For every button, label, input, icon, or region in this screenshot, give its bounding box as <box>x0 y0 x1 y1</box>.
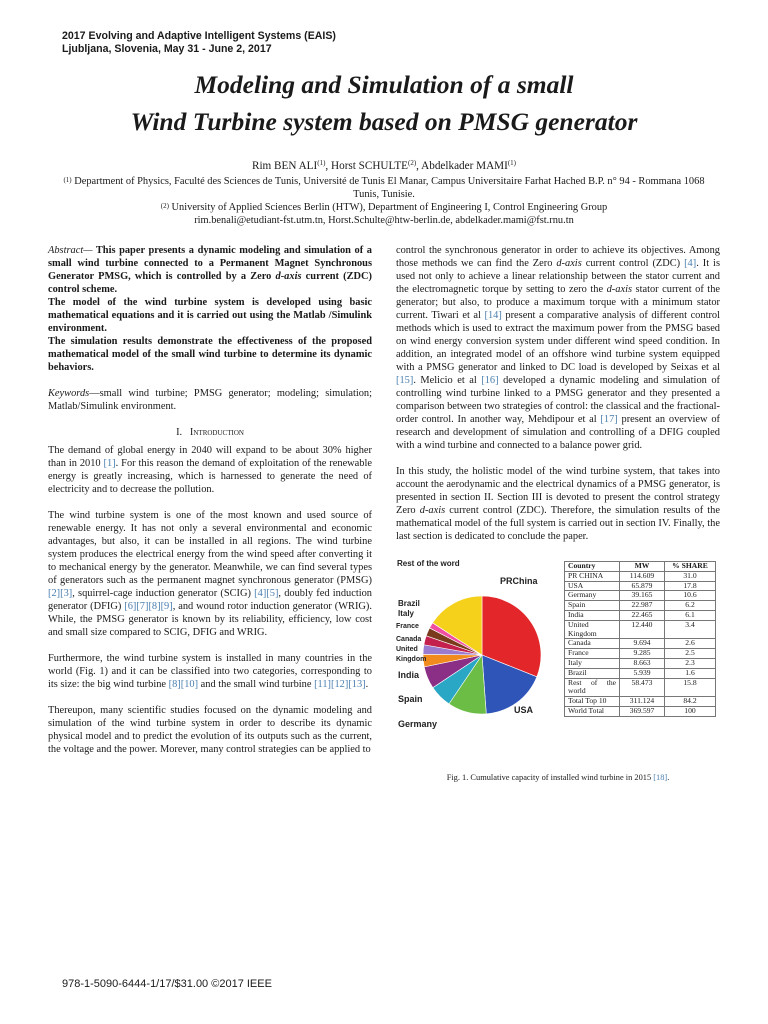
affiliation-1 <box>60 175 708 201</box>
table-cell: 31.0 <box>665 571 716 581</box>
table-cell: 2.6 <box>665 639 716 649</box>
citation-link[interactable]: [18] <box>653 773 668 782</box>
table-cell: 22.987 <box>620 601 665 611</box>
abstract-italic: d-axis <box>275 271 302 282</box>
citation-link[interactable]: [8][10] <box>168 679 199 690</box>
text: . <box>365 679 369 690</box>
affiliation-2 <box>60 201 708 214</box>
citation-link[interactable]: [6][7][8][9] <box>124 601 173 612</box>
table-cell: Rest of the world <box>565 678 620 697</box>
table-cell: PR CHINA <box>565 571 620 581</box>
table-cell: 369.597 <box>620 706 665 716</box>
keywords-text: —small wind turbine; PMSG generator; modeling; simulation; Matlab/Simulink environment. <box>48 388 372 412</box>
table-cell: 58.473 <box>620 678 665 697</box>
text: present a comparative analysis of different control methods which is used to extract the maximum power from the PMSG based on wind energy conversion system under different wind speed condition. In addition, an integrated model of an offshore wind turbine system equipped with a PMSG generator and linked to DC load is developed by Seixas et al <box>396 310 720 373</box>
table-cell: Italy <box>565 658 620 668</box>
pie-label-rest: Rest of the word <box>397 559 460 568</box>
affil-2-marker: (2) <box>160 202 169 210</box>
caption-end: . <box>667 773 670 782</box>
table-cell: 15.8 <box>665 678 716 697</box>
table-cell: 39.165 <box>620 591 665 601</box>
table-header-cell: Country <box>565 562 620 572</box>
intro-paragraph-3 <box>48 652 372 691</box>
citation-link[interactable]: [17] <box>600 414 618 425</box>
section-heading-introduction <box>48 426 372 439</box>
keywords-label: Keywords <box>48 388 90 399</box>
affiliations <box>60 175 708 227</box>
caption-text: Fig. 1. Cumulative capacity of installed wind turbine in 2015 <box>446 773 654 782</box>
text: current control (ZDC). Therefore, the simulation results of the mathematical model of the full system is carried out in section IV. Finally, the last section is dedicated to conclude the paper. <box>396 505 720 542</box>
affil-2-text: University of Applied Sciences Berlin (HTW), Department of Engineering I, Control Engineering Group <box>171 202 608 213</box>
table-cell: 22.465 <box>620 610 665 620</box>
abstract-text-2: The model of the wind turbine system is developed using basic mathematical equations and it is carried out using the Matlab /Simulink environment. <box>48 297 372 334</box>
pie-label-prchina: PRChina <box>500 576 538 586</box>
table-cell: 84.2 <box>665 697 716 707</box>
citation-link[interactable]: [16] <box>481 375 499 386</box>
table-cell: 3.4 <box>665 620 716 639</box>
table-cell: World Total <box>565 706 620 716</box>
paper-title <box>0 66 768 140</box>
table-cell: Total Top 10 <box>565 697 620 707</box>
text: , doubly fed induction generator (DFIG) <box>48 588 372 612</box>
pie-label-italy: Italy <box>398 609 415 618</box>
copyright-footer: 978-1-5090-6444-1/17/$31.00 ©2017 IEEE <box>62 978 272 990</box>
table-cell: 100 <box>665 706 716 716</box>
table-cell: 9.694 <box>620 639 665 649</box>
table-cell: 8.663 <box>620 658 665 668</box>
abstract-text-1a: This paper presents a dynamic modeling and simulation of a small wind turbine connected to a Permanent Magnet Synchronous Generator PMSG, which is controlled by a Zero <box>48 245 372 282</box>
table-row <box>565 610 716 620</box>
text: . It is used not only to achieve a linear relationship between the stator current and the electromagnetic torque by setting to zero the <box>396 258 720 295</box>
table-cell: India <box>565 610 620 620</box>
italic-term: d-axis <box>556 258 582 269</box>
conference-header <box>62 30 336 55</box>
table-cell: 2.5 <box>665 649 716 659</box>
pie-label-india: India <box>398 670 420 680</box>
table-cell: Germany <box>565 591 620 601</box>
pie-label-usa: USA <box>514 705 534 715</box>
author-emails: rim.benali@etudiant-fst.utm.tn, Horst.Schulte@htw-berlin.de, abdelkader.mami@fst.rnu.tn <box>194 215 574 226</box>
title-line-1: Modeling and Simulation of a small <box>194 70 574 99</box>
text: , squirrel-cage induction generator (SCIG) <box>72 588 255 599</box>
citation-link[interactable]: [1] <box>103 458 116 469</box>
title-line-2: Wind Turbine system based on PMSG generator <box>130 107 638 136</box>
left-column <box>48 244 372 756</box>
pie-label-germany: Germany <box>398 719 438 729</box>
citation-link[interactable]: [11][12][13] <box>314 679 366 690</box>
abstract-paragraph-2 <box>48 296 372 335</box>
author-3: Abdelkader MAMI <box>421 160 508 172</box>
section-title: Introduction <box>189 427 244 438</box>
table-body <box>565 571 716 716</box>
table-cell: 6.2 <box>665 601 716 611</box>
text: In this study, the holistic model of the wind turbine system, that takes into account the aerodynamic and the electrical dynamics of a PMSG generator, is presented in section II. Section III is devoted to present the control strategy Zero <box>396 466 720 516</box>
right-paragraph-2 <box>396 465 720 543</box>
affil-1-text: Department of Physics, Faculté des Sciences de Tunis, Université de Tunis El Manar, Campus Universitaire Farhat Hached B.P. n° 94 - Rommana 1068 Tunis, Tunisie. <box>74 176 705 200</box>
pie-label-united: United <box>396 646 418 653</box>
right-paragraph-1 <box>396 244 720 452</box>
table-cell: 9.285 <box>620 649 665 659</box>
affil-1-marker: (1) <box>63 176 72 184</box>
abstract-text-3: The simulation results demonstrate the effectiveness of the proposed mathematical model of the small wind turbine to determine its dynamic behaviors. <box>48 336 372 373</box>
intro-paragraph-4: Thereupon, many scientific studies focused on the dynamic modeling and simulation of the wind turbine system in order to describe its dynamic physical model and to predict the evolution of its outputs such as the current, the voltage and the power. Morever, many control strategies can be applied to <box>48 705 372 755</box>
text: The wind turbine system is one of the most known and used source of renewable energy. It has not only a several environmental and economic advantages, but also, it can be installed in all regions. The wind turbine system produces the electrical energy from the wind speed after converting it to mechanical energy by the generator. Meanwhile, we can find several types of generators such as the permanent magnet synchronous generator (PMSG) <box>48 510 372 586</box>
text: . For this reason the demand of exploitation of the renewable energy is greatly increasing, which is harnessed to generate the need of electricity and to decrease the pollution. <box>48 458 372 495</box>
section-number: I. <box>176 427 183 438</box>
figure-caption <box>396 771 720 784</box>
right-column <box>396 244 721 782</box>
capacity-table <box>564 561 716 717</box>
table-row <box>565 658 716 668</box>
text: Furthermore, the wind turbine system is installed in many countries in the world (Fig. 1) and it can be classified into two categories, corresponding to its size: the big wind turbine <box>48 653 372 690</box>
citation-link[interactable]: [4] <box>684 258 697 269</box>
intro-paragraph-1 <box>48 444 372 496</box>
pie-label-kingdom: Kingdom <box>396 656 427 663</box>
text: , and wound rotor induction generator (WRIG). While, the PMSG generator is known by its reliability, efficiency, low cost and small size compared to SCIG, DFIG and WRIG. <box>48 601 372 638</box>
keywords <box>48 387 372 413</box>
author-2-affil: (2) <box>408 159 417 167</box>
conference-location: Ljubljana, Slovenia, May 31 - June 2, 2017 <box>62 42 272 55</box>
pie-label-canada: Canada <box>396 636 422 643</box>
author-2: Horst SCHULTE <box>331 160 408 172</box>
table-cell: Canada <box>565 639 620 649</box>
table-cell: 1.6 <box>665 668 716 678</box>
pie-label-spain: Spain <box>398 694 423 704</box>
citation-link[interactable]: [15] <box>396 375 414 386</box>
table-cell: 65.879 <box>620 581 665 591</box>
citation-link[interactable]: [14] <box>484 310 502 321</box>
author-3-affil: (1) <box>507 159 517 167</box>
pie-label-france: France <box>396 623 419 630</box>
table-cell: 12.440 <box>620 620 665 639</box>
table-cell: United Kingdom <box>565 620 620 639</box>
abstract-text-1b: current (ZDC) control scheme. <box>48 271 372 295</box>
table-cell: France <box>565 649 620 659</box>
abstract-label: Abstract— <box>48 245 93 256</box>
text: developed a dynamic modeling and simulation of controlling wind turbine linked to a PMSG generator and they presented a comparison between two strategies of control: the classical and the fractional-order control. In another way, Mehdipour et al <box>396 375 720 425</box>
table-cell: Spain <box>565 601 620 611</box>
table-cell: 311.124 <box>620 697 665 707</box>
text: . Melicio et al <box>413 375 482 386</box>
text: The demand of global energy in 2040 will expand to be about 30% higher than in 2010 <box>48 445 372 469</box>
table-row <box>565 601 716 611</box>
table-row <box>565 678 716 697</box>
intro-paragraph-2 <box>48 509 372 639</box>
pie-label-brazil: Brazil <box>398 599 420 608</box>
table-cell: 17.8 <box>665 581 716 591</box>
table-cell: 2.3 <box>665 658 716 668</box>
table-cell: USA <box>565 581 620 591</box>
table-row <box>565 649 716 659</box>
table-cell: Brazil <box>565 668 620 678</box>
italic-term: d-axis <box>419 505 446 516</box>
text: and the small wind turbine <box>198 679 315 690</box>
citation-link[interactable]: [4][5] <box>254 588 279 599</box>
table-row <box>565 620 716 639</box>
table-cell: 5.939 <box>620 668 665 678</box>
text: current control (ZDC) <box>581 258 685 269</box>
text: control the synchronous generator in order to achieve its objectives. Among those methods we can find the Zero <box>396 245 720 269</box>
table-row <box>565 706 716 716</box>
citation-link[interactable]: [2][3] <box>48 588 73 599</box>
author-list: Rim BEN ALI$^{(1)}$, Horst SCHULTE$^{(2)}$, Abdelkader MAMI$^{(1)}$ <box>251 159 517 172</box>
table-row <box>565 697 716 707</box>
author-1: Rim BEN ALI <box>251 160 318 172</box>
abstract-paragraph-3 <box>48 335 372 374</box>
table-header-cell: MW <box>620 562 665 572</box>
pie-chart <box>396 557 564 757</box>
table-row <box>565 668 716 678</box>
conference-name: 2017 Evolving and Adaptive Intelligent Systems (EAIS) <box>62 30 336 42</box>
italic-term: d-axis <box>606 284 633 295</box>
table-header-cell: % SHARE <box>665 562 716 572</box>
abstract-paragraph-1 <box>48 244 372 296</box>
text: stator current of the generator; but also, to produce a maximum torque with a minimum stator current. Tiwari et al <box>396 284 721 321</box>
text: present an overview of research and development of simulation and controlling of a DFIG coupled with a wind turbine and connected to a balance power grid. <box>396 414 720 451</box>
table-cell: 6.1 <box>665 610 716 620</box>
author-1-affil: (1) <box>317 159 326 167</box>
figure-1 <box>396 557 720 782</box>
table-header-row <box>565 562 716 572</box>
table-cell: 114.609 <box>620 571 665 581</box>
table-cell: 10.6 <box>665 591 716 601</box>
table-row <box>565 571 716 581</box>
